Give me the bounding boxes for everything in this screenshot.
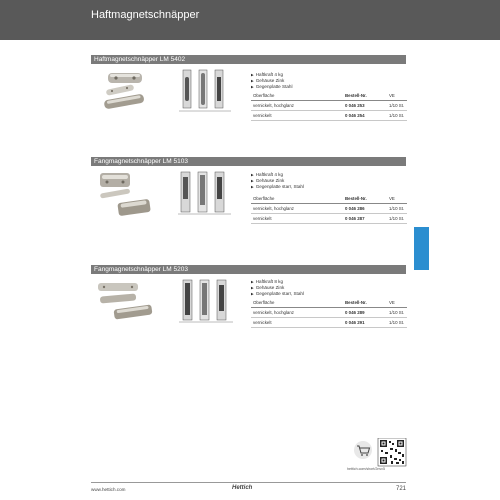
table-row bbox=[251, 204, 407, 214]
feature-list bbox=[251, 72, 292, 90]
col-ve: VE bbox=[387, 298, 407, 308]
table-row bbox=[251, 214, 407, 224]
hettich-logo: Hettich bbox=[232, 485, 253, 491]
product-photo bbox=[94, 67, 156, 127]
col-order-no: Bestell-Nr. bbox=[343, 194, 387, 204]
feature-item: ▶ Haftkraft 4 kg bbox=[251, 172, 304, 178]
col-order-no: Bestell-Nr. bbox=[343, 91, 387, 101]
feature-item: ▶ Gegenplatte starr, Stahl bbox=[251, 184, 304, 190]
product-photo bbox=[94, 169, 156, 229]
table-row bbox=[251, 111, 407, 121]
cell-surface: vernickelt, hochglanz bbox=[251, 101, 343, 111]
chapter-tab bbox=[414, 227, 429, 270]
feature-item: ▶ Gehäuse Zink bbox=[251, 178, 304, 184]
page-number: 721 bbox=[396, 486, 407, 492]
spec-table bbox=[251, 298, 407, 328]
cell-ve: 1/10 St. bbox=[387, 204, 407, 214]
footer-url[interactable]: www.hettich.com bbox=[91, 487, 126, 492]
section-title: Fangmagnetschnäpper LM 5203 bbox=[91, 265, 406, 274]
product-photo bbox=[94, 277, 156, 337]
spec-table bbox=[251, 194, 407, 224]
feature-item: ▶ Gegenplatte Stahl bbox=[251, 84, 292, 90]
technical-drawing bbox=[175, 277, 238, 325]
table-row bbox=[251, 101, 407, 111]
cell-order-no[interactable]: 0 046 291 bbox=[343, 318, 387, 328]
table-row bbox=[251, 308, 407, 318]
table-header-row bbox=[251, 194, 407, 204]
cell-surface: vernickelt, hochglanz bbox=[251, 204, 343, 214]
technical-drawing bbox=[175, 169, 238, 217]
header-band bbox=[0, 0, 500, 40]
product-section-lm5402 bbox=[91, 55, 406, 130]
cell-ve: 1/10 St. bbox=[387, 101, 407, 111]
table-header-row bbox=[251, 91, 407, 101]
feature-item: ▶ Gehäuse Zink bbox=[251, 285, 304, 291]
col-ve: VE bbox=[387, 194, 407, 204]
cell-ve: 1/10 St. bbox=[387, 111, 407, 121]
cart-icon bbox=[352, 438, 410, 468]
col-ve: VE bbox=[387, 91, 407, 101]
feature-item: ▶ Haftkraft 4 kg bbox=[251, 72, 292, 78]
cell-ve: 1/10 St. bbox=[387, 308, 407, 318]
col-surface: Oberfläche bbox=[251, 298, 343, 308]
cell-order-no[interactable]: 0 046 254 bbox=[343, 111, 387, 121]
footer-divider bbox=[91, 482, 406, 483]
product-section-lm5203 bbox=[91, 265, 406, 340]
cell-ve: 1/10 St. bbox=[387, 318, 407, 328]
col-surface: Oberfläche bbox=[251, 194, 343, 204]
table-row bbox=[251, 318, 407, 328]
feature-list bbox=[251, 172, 304, 190]
cell-surface: vernickelt bbox=[251, 214, 343, 224]
cell-surface: vernickelt bbox=[251, 111, 343, 121]
qr-caption[interactable]: hettich.com/short/2nvv5 bbox=[347, 467, 385, 471]
section-title: Haftmagnetschnäpper LM 5402 bbox=[91, 55, 406, 64]
page-title: Haftmagnetschnäpper bbox=[91, 9, 200, 21]
cell-order-no[interactable]: 0 046 253 bbox=[343, 101, 387, 111]
feature-item: ▶ Haftkraft 8 kg bbox=[251, 279, 304, 285]
col-order-no: Bestell-Nr. bbox=[343, 298, 387, 308]
cell-order-no[interactable]: 0 046 289 bbox=[343, 308, 387, 318]
feature-item: ▶ Gehäuse Zink bbox=[251, 78, 292, 84]
feature-list bbox=[251, 279, 304, 297]
technical-drawing bbox=[175, 67, 238, 115]
product-section-lm5103 bbox=[91, 157, 406, 237]
table-header-row bbox=[251, 298, 407, 308]
cell-order-no[interactable]: 0 046 287 bbox=[343, 214, 387, 224]
cell-surface: vernickelt, hochglanz bbox=[251, 308, 343, 318]
feature-item: ▶ Gegenplatte starr, Stahl bbox=[251, 291, 304, 297]
section-title: Fangmagnetschnäpper LM 5103 bbox=[91, 157, 406, 166]
cell-ve: 1/10 St. bbox=[387, 214, 407, 224]
spec-table bbox=[251, 91, 407, 121]
cell-surface: vernickelt bbox=[251, 318, 343, 328]
qr-code-icon bbox=[378, 438, 406, 466]
cell-order-no[interactable]: 0 046 286 bbox=[343, 204, 387, 214]
col-surface: Oberfläche bbox=[251, 91, 343, 101]
